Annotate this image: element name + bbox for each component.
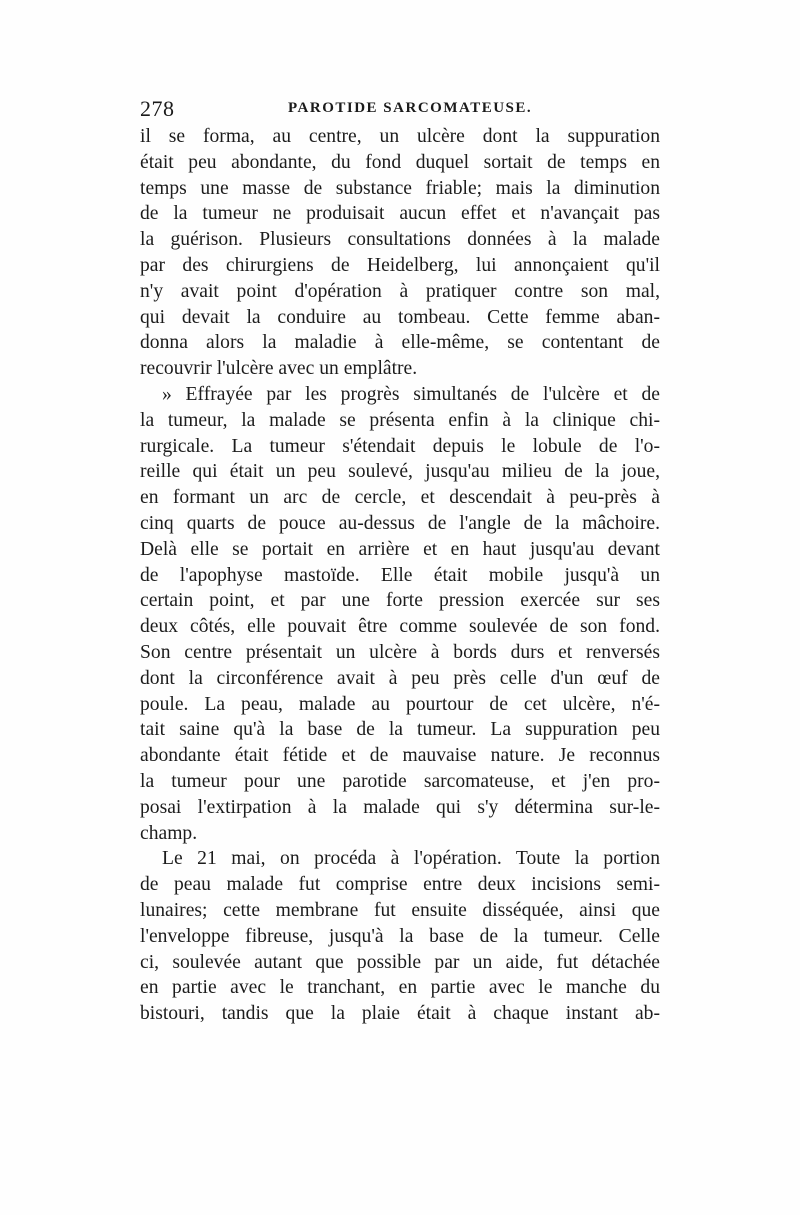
text-line: rurgicale. La tumeur s'étendait depuis le lobule de l'o- xyxy=(140,435,660,457)
text-line: de peau malade fut comprise entre deux incisions semi- xyxy=(140,874,660,896)
text-line: de la tumeur ne produisait aucun effet et n'avançait pas xyxy=(140,203,660,225)
text-line: lunaires; cette membrane fut ensuite disséquée, ainsi que xyxy=(140,899,660,921)
text-line: qui devait la conduire au tombeau. Cette femme aban- xyxy=(140,306,660,328)
text-line: Son centre présentait un ulcère à bords durs et renversés xyxy=(140,641,660,663)
text-line: Delà elle se portait en arrière et en haut jusqu'au devant xyxy=(140,538,660,560)
text-line: la tumeur pour une parotide sarcomateuse, et j'en pro- xyxy=(140,770,660,792)
text-line: n'y avait point d'opération à pratiquer contre son mal, xyxy=(140,280,660,302)
text-line: bistouri, tandis que la plaie était à chaque instant ab- xyxy=(140,1003,660,1025)
body-text xyxy=(140,124,660,1027)
text-line: recouvrir l'ulcère avec un emplâtre. xyxy=(140,358,418,380)
text-line: la tumeur, la malade se présenta enfin à la clinique chi- xyxy=(140,409,660,431)
text-line: temps une masse de substance friable; mais la diminution xyxy=(140,177,660,199)
text-line: la guérison. Plusieurs consultations données à la malade xyxy=(140,229,660,251)
running-title: PAROTIDE SARCOMATEUSE. xyxy=(288,100,533,116)
text-line: tait saine qu'à la base de la tumeur. La suppuration peu xyxy=(140,719,660,741)
text-line: ci, soulevée autant que possible par un aide, fut détachée xyxy=(140,951,660,973)
page-header xyxy=(140,96,660,126)
text-line: dont la circonférence avait à peu près celle d'un œuf de xyxy=(140,667,660,689)
text-line: par des chirurgiens de Heidelberg, lui annonçaient qu'il xyxy=(140,254,660,276)
text-line: champ. xyxy=(140,822,198,844)
text-line: reille qui était un peu soulevé, jusqu'au milieu de la joue, xyxy=(140,461,660,483)
text-line: deux côtés, elle pouvait être comme soulevée de son fond. xyxy=(140,616,660,638)
paragraph xyxy=(140,124,660,382)
text-line: » Effrayée par les progrès simultanés de l'ulcère et de xyxy=(162,383,660,405)
page-number: 278 xyxy=(140,96,175,121)
text-line: il se forma, au centre, un ulcère dont la suppuration xyxy=(140,126,660,147)
text-line: Le 21 mai, on procéda à l'opération. Toute la portion xyxy=(162,848,660,870)
text-line: en partie avec le tranchant, en partie avec le manche du xyxy=(140,977,660,999)
text-line: abondante était fétide et de mauvaise nature. Je reconnus xyxy=(140,745,660,767)
text-line: était peu abondante, du fond duquel sortait de temps en xyxy=(140,151,660,173)
text-line: cinq quarts de pouce au-dessus de l'angle de la mâchoire. xyxy=(140,512,660,534)
text-line: de l'apophyse mastoïde. Elle était mobile jusqu'à un xyxy=(140,564,660,586)
text-line: donna alors la maladie à elle-même, se contentant de xyxy=(140,332,660,354)
text-line: en formant un arc de cercle, et descendait à peu-près à xyxy=(140,487,660,509)
text-line: poule. La peau, malade au pourtour de cet ulcère, n'é- xyxy=(140,693,660,715)
text-line: certain point, et par une forte pression exercée sur ses xyxy=(140,590,660,612)
paragraph xyxy=(140,382,660,846)
paragraph xyxy=(140,846,660,1027)
text-line: posai l'extirpation à la malade qui s'y détermina sur-le- xyxy=(140,796,660,818)
text-line: l'enveloppe fibreuse, jusqu'à la base de la tumeur. Celle xyxy=(140,925,660,947)
